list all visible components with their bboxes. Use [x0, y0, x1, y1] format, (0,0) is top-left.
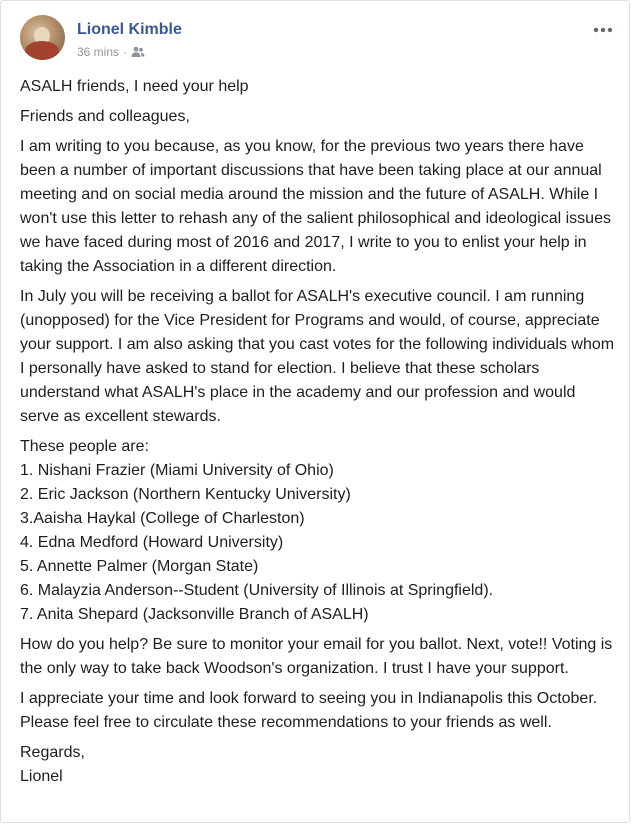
list-item: 2. Eric Jackson (Northern Kentucky University) — [20, 486, 351, 503]
meta-separator: · — [123, 45, 128, 59]
friends-icon[interactable] — [131, 46, 145, 58]
list-item: 4. Edna Medford (Howard University) — [20, 534, 284, 551]
post-paragraph-2: In July you will be receiving a ballot for ASALH's executive council. I am running (unopposed) for the Vice President for Programs and would, of course, appreciate your support. I am also asking that you cast votes for the following individuals whom I personally have asked to stand for election. I believe that these scholars understand what ASALH's place in the academy and our profession and would serve as excellent stewards. — [20, 288, 615, 425]
list-item: 1. Nishani Frazier (Miami University of Ohio) — [20, 462, 334, 479]
post-meta — [77, 45, 145, 59]
post-signature: Lionel — [20, 768, 63, 785]
post-paragraph-4: I appreciate your time and look forward to seeing you in Indianapolis this October. Please feel free to circulate these recommendations to your friends as well. — [20, 690, 598, 731]
avatar[interactable] — [20, 15, 65, 60]
author-name-link[interactable]: Lionel Kimble — [77, 21, 182, 38]
post-closing: Regards, — [20, 744, 85, 761]
list-item: 7. Anita Shepard (Jacksonville Branch of ASALH) — [20, 606, 369, 623]
candidate-list — [20, 435, 618, 627]
list-item: 3.Aaisha Haykal (College of Charleston) — [20, 510, 305, 527]
list-intro: These people are: — [20, 438, 149, 455]
post-timestamp[interactable]: 36 mins — [77, 45, 120, 59]
more-options-icon[interactable] — [593, 21, 613, 29]
list-item: 5. Annette Palmer (Morgan State) — [20, 558, 259, 575]
post-greeting: Friends and colleagues, — [20, 108, 190, 125]
post-title-line: ASALH friends, I need your help — [20, 78, 249, 95]
avatar-shirt — [25, 41, 59, 60]
post-body — [20, 75, 618, 789]
post-header — [20, 15, 620, 65]
post-paragraph-1: I am writing to you because, as you know, for the previous two years there have been a number of important discussions that have been taking place at our annual meeting and on social media around the mission and the future of ASALH. While I won't use this letter to rehash any of the salient philosophical and ideological issues we have faced during most of 2016 and 2017, I write to you to enlist your help in taking the Association in a different direction. — [20, 138, 611, 275]
list-item: 6. Malayzia Anderson--Student (University of Illinois at Springfield). — [20, 582, 494, 599]
post-paragraph-3: How do you help? Be sure to monitor your email for you ballot. Next, vote!! Voting is the only way to take back Woodson's organization. I trust I have your support. — [20, 636, 613, 677]
